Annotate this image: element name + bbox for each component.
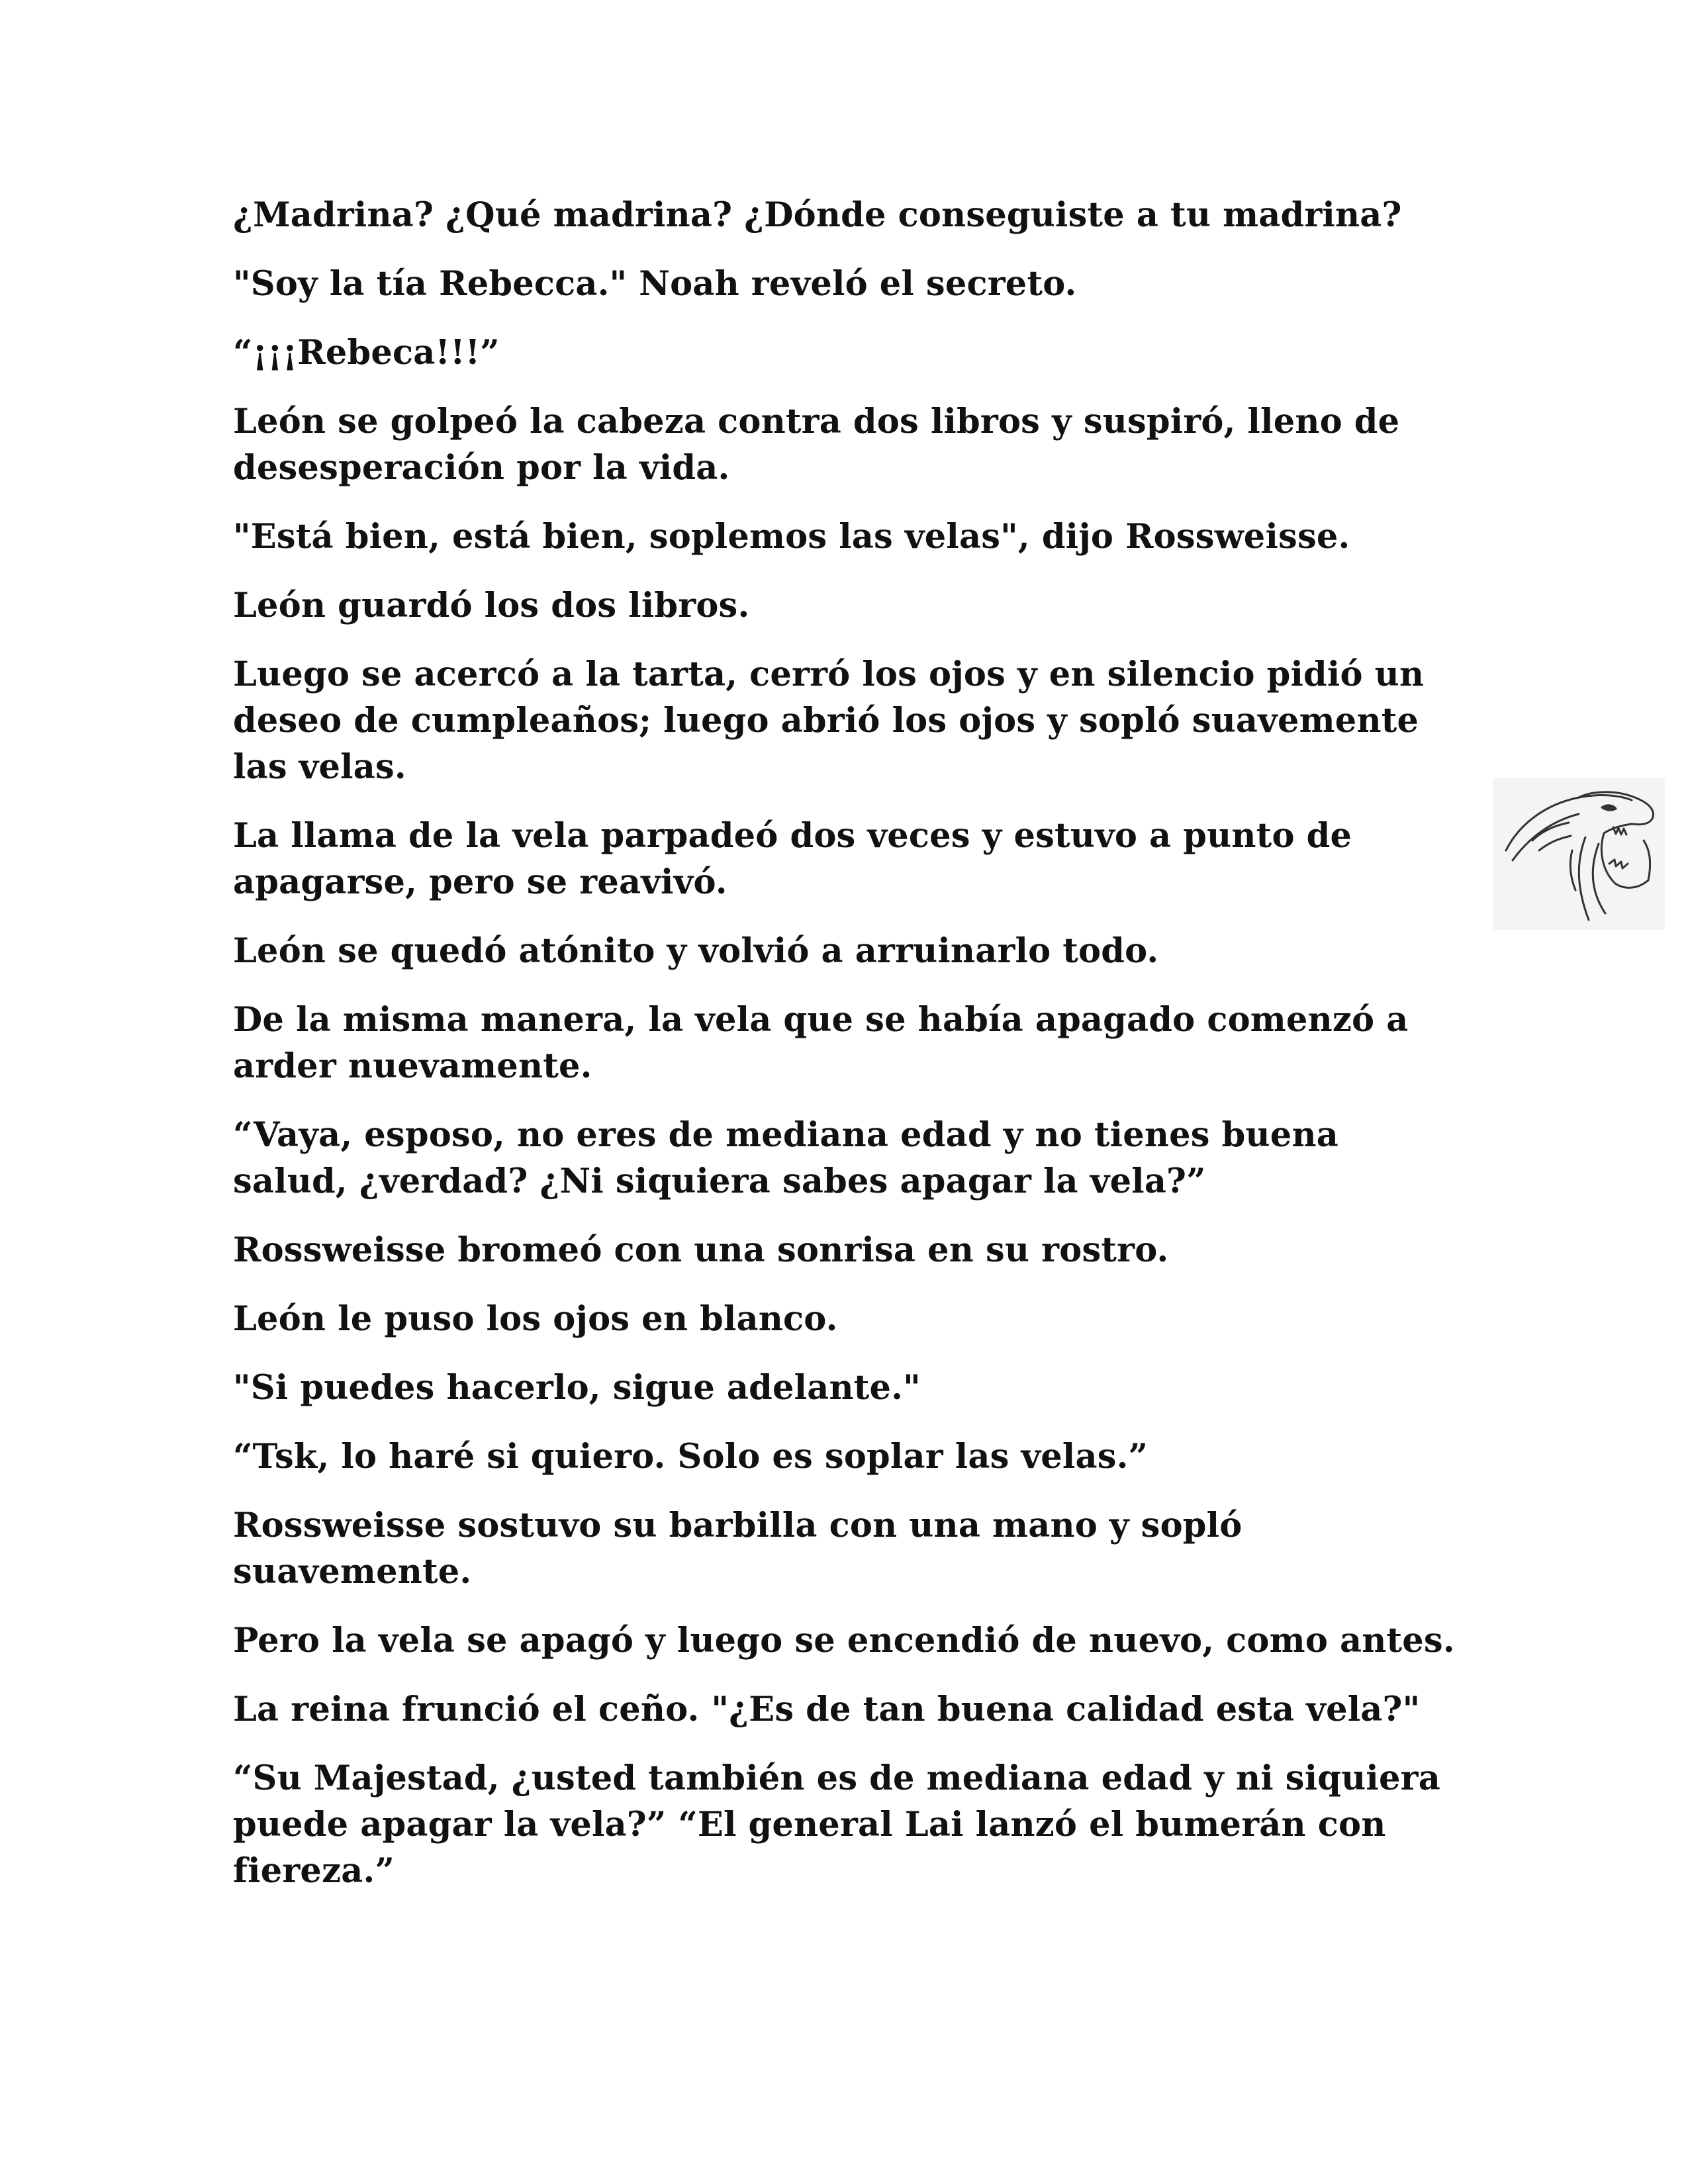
paragraph: León se golpeó la cabeza contra dos libros y suspiró, lleno de desesperación por la vida. — [233, 402, 1400, 488]
paragraph: “Su Majestad, ¿usted también es de mediana edad y ni siquiera puede apagar la vela?” “El general Lai lanzó el bumerán con fiereza.” — [233, 1758, 1440, 1891]
text-column — [233, 192, 1464, 1917]
paragraph: Rossweisse sostuvo su barbilla con una mano y sopló suavemente. — [233, 1506, 1243, 1592]
paragraph: La reina frunció el ceño. "¿Es de tan buena calidad esta vela?" — [233, 1690, 1421, 1729]
paragraph: La llama de la vela parpadeó dos veces y estuvo a punto de apagarse, pero se reavivó. — [233, 816, 1352, 902]
paragraph: “Tsk, lo haré si quiero. Solo es soplar las velas.” — [233, 1437, 1149, 1477]
paragraph: De la misma manera, la vela que se había apagado comenzó a arder nuevamente. — [233, 1000, 1409, 1086]
paragraph: “Vaya, esposo, no eres de mediana edad y no tienes buena salud, ¿verdad? ¿Ni siquiera sabes apagar la vela?” — [233, 1115, 1338, 1201]
paragraph: Rossweisse bromeó con una sonrisa en su rostro. — [233, 1230, 1169, 1270]
paragraph: ¿Madrina? ¿Qué madrina? ¿Dónde conseguiste a tu madrina? — [233, 195, 1402, 235]
paragraph: "Está bien, está bien, soplemos las velas", dijo Rossweisse. — [233, 517, 1350, 557]
paragraph: "Soy la tía Rebecca." Noah reveló el secreto. — [233, 264, 1077, 304]
paragraph: Luego se acercó a la tarta, cerró los ojos y en silencio pidió un deseo de cumpleaños; luego abrió los ojos y sopló suavemente las velas. — [233, 655, 1425, 787]
paragraph: León le puso los ojos en blanco. — [233, 1299, 838, 1339]
paragraph: "Si puedes hacerlo, sigue adelante." — [233, 1368, 921, 1408]
paragraph: “¡¡¡Rebeca!!!” — [233, 333, 500, 373]
paragraph: León guardó los dos libros. — [233, 586, 750, 625]
dinosaur-head-sketch-icon — [1493, 778, 1665, 930]
paragraph: Pero la vela se apagó y luego se encendió de nuevo, como antes. — [233, 1621, 1455, 1661]
dinosaur-head-sketch-icon — [1493, 778, 1665, 930]
paragraph: León se quedó atónito y volvió a arruinarlo todo. — [233, 931, 1159, 971]
